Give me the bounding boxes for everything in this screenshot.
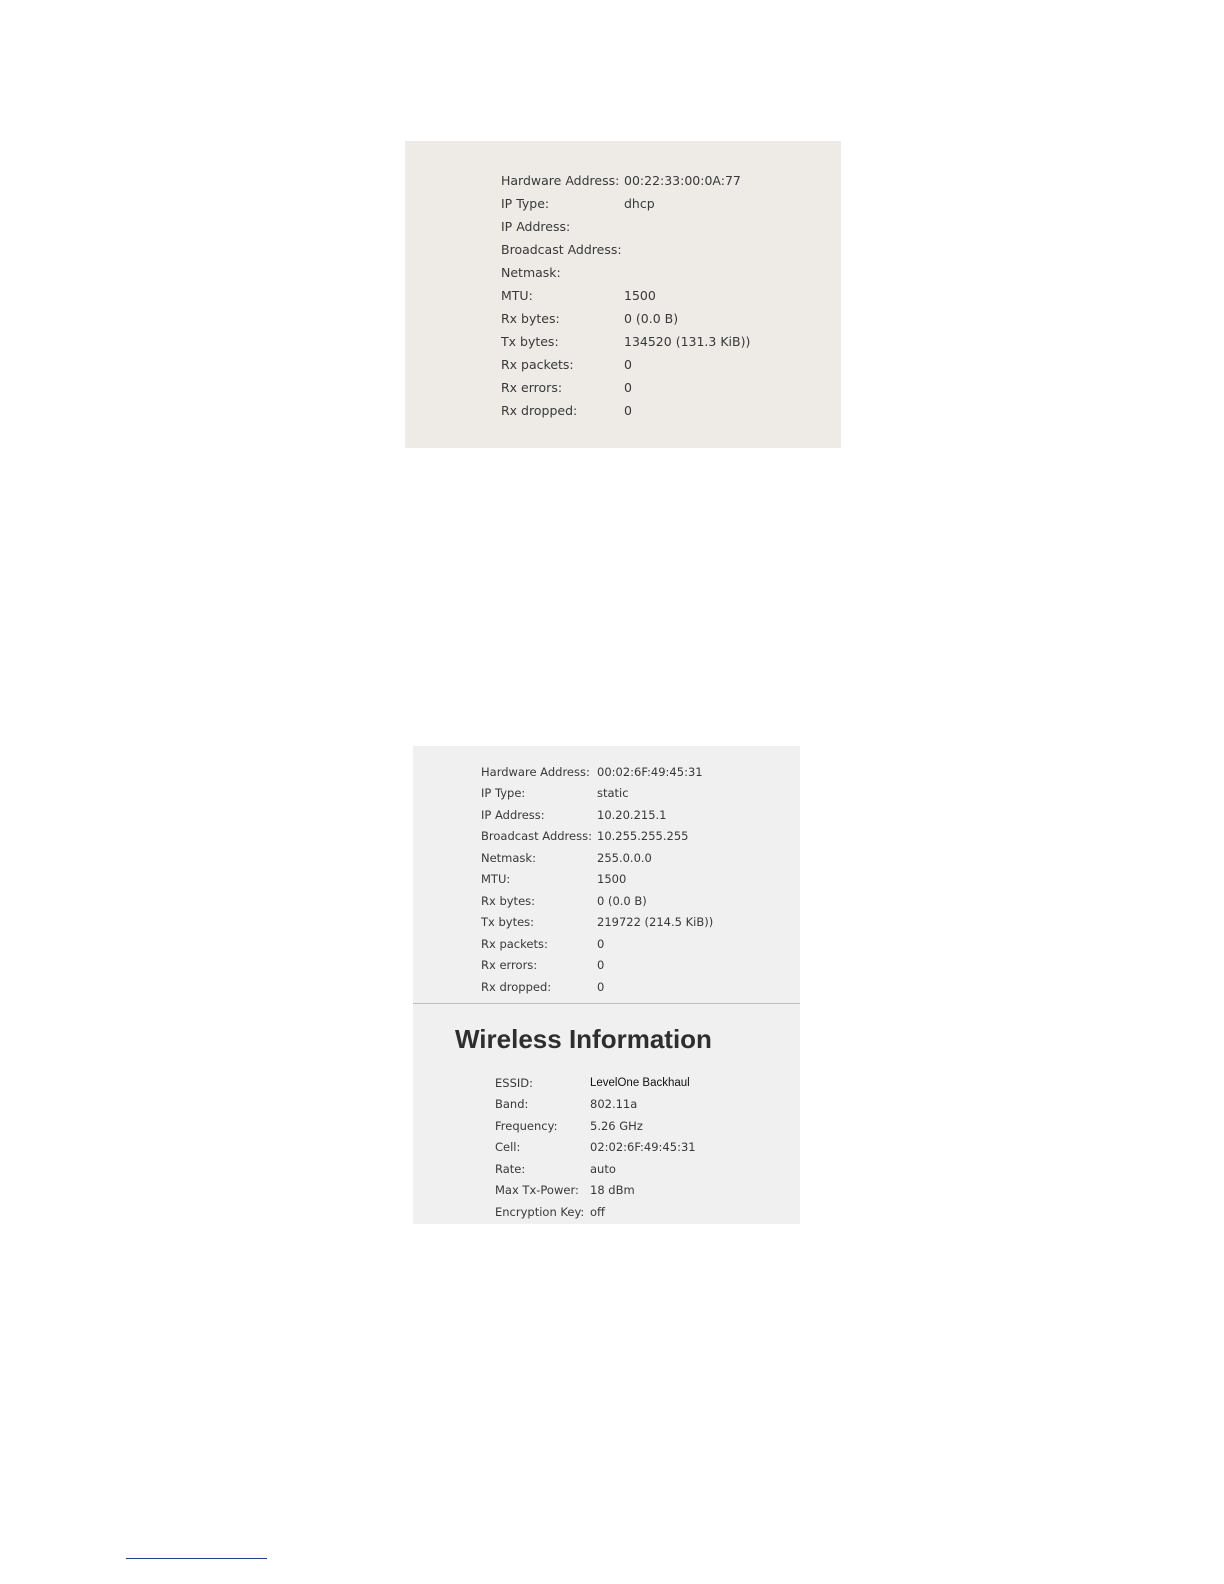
info-label: Rx packets:	[481, 936, 548, 951]
wireless-value: 18 dBm	[590, 1183, 635, 1198]
info-value: 1500	[624, 288, 656, 303]
info-value: 10.255.255.255	[597, 829, 689, 844]
info-label: Netmask:	[501, 265, 561, 280]
info-value: 0	[597, 979, 605, 994]
info-label: IP Address:	[481, 807, 545, 822]
info-value: 0	[597, 936, 605, 951]
info-row-mtu	[501, 284, 750, 307]
info-label: Rx packets:	[501, 357, 574, 372]
info-row-ip-type	[481, 783, 713, 805]
info-label: Rx errors:	[481, 958, 538, 973]
wireless-label: Rate:	[495, 1161, 526, 1176]
info-label: Broadcast Address:	[501, 242, 622, 257]
info-row-rx-packets	[501, 353, 750, 376]
info-value: 0	[597, 958, 605, 973]
interface-status-panel-dhcp	[405, 141, 841, 448]
info-row-rx-bytes	[481, 890, 713, 912]
info-row-rx-dropped	[501, 399, 750, 422]
info-row-rx-errors	[481, 955, 713, 977]
info-value	[624, 238, 750, 261]
info-row-rx-dropped	[481, 976, 713, 998]
wireless-info-table	[495, 1072, 696, 1223]
info-label: MTU:	[481, 872, 511, 887]
info-value: 0	[624, 403, 632, 418]
info-value: 00:22:33:00:0A:77	[624, 173, 741, 188]
info-label: Rx bytes:	[501, 311, 560, 326]
info-value	[624, 261, 750, 284]
info-value: static	[597, 786, 629, 801]
info-value: 219722 (214.5 KiB))	[597, 915, 714, 930]
info-value: dhcp	[624, 196, 655, 211]
info-value: 0 (0.0 B)	[624, 311, 679, 326]
info-value	[624, 215, 750, 238]
info-value: 0	[624, 357, 632, 372]
info-row-rx-packets	[481, 933, 713, 955]
info-value: 10.20.215.1	[597, 807, 667, 822]
info-label: Hardware Address:	[501, 173, 620, 188]
wireless-row-band	[495, 1094, 696, 1116]
wireless-label: Encryption Key:	[495, 1204, 585, 1219]
interface-info-table	[501, 169, 750, 422]
footnote-separator-line	[126, 1558, 267, 1559]
wireless-value: auto	[590, 1161, 616, 1176]
info-row-netmask	[481, 847, 713, 869]
wireless-row-rate	[495, 1158, 696, 1180]
wireless-label: Frequency:	[495, 1118, 558, 1133]
wireless-row-max-tx-power	[495, 1180, 696, 1202]
info-label: IP Type:	[481, 786, 526, 801]
info-label: Rx bytes:	[481, 893, 536, 908]
info-row-hardware-address	[501, 169, 750, 192]
wireless-value: off	[590, 1204, 605, 1219]
wireless-value: 802.11a	[590, 1097, 638, 1112]
info-label: IP Address:	[501, 219, 571, 234]
info-row-mtu	[481, 869, 713, 891]
section-divider	[413, 1003, 800, 1004]
wireless-value: LevelOne Backhaul	[590, 1076, 690, 1089]
info-value: 00:02:6F:49:45:31	[597, 764, 703, 779]
info-value: 1500	[597, 872, 627, 887]
wireless-label: Max Tx-Power:	[495, 1183, 579, 1198]
info-value: 255.0.0.0	[597, 850, 652, 865]
wireless-value: 02:02:6F:49:45:31	[590, 1140, 696, 1155]
wireless-row-encryption-key	[495, 1201, 696, 1223]
info-row-ip-address	[501, 215, 750, 238]
wireless-row-frequency	[495, 1115, 696, 1137]
wireless-label: Cell:	[495, 1140, 521, 1155]
info-value: 0	[624, 380, 632, 395]
info-label: IP Type:	[501, 196, 550, 211]
info-value: 134520 (131.3 KiB))	[624, 334, 751, 349]
info-label: Tx bytes:	[501, 334, 559, 349]
info-row-netmask	[501, 261, 750, 284]
wireless-row-cell	[495, 1137, 696, 1159]
wireless-value: 5.26 GHz	[590, 1118, 643, 1133]
info-row-ip-address	[481, 804, 713, 826]
wireless-section-title: Wireless Information	[455, 1024, 712, 1054]
info-row-broadcast-address	[481, 826, 713, 848]
wireless-label: Band:	[495, 1097, 529, 1112]
info-label: Tx bytes:	[481, 915, 535, 930]
info-row-rx-bytes	[501, 307, 750, 330]
info-row-broadcast-address	[501, 238, 750, 261]
info-label: Broadcast Address:	[481, 829, 592, 844]
info-label: Hardware Address:	[481, 764, 590, 779]
info-row-tx-bytes	[481, 912, 713, 934]
info-value: 0 (0.0 B)	[597, 893, 647, 908]
info-label: Rx dropped:	[481, 979, 552, 994]
info-label: Netmask:	[481, 850, 536, 865]
info-row-hardware-address	[481, 761, 713, 783]
info-row-ip-type	[501, 192, 750, 215]
interface-info-table	[481, 761, 713, 998]
info-label: Rx dropped:	[501, 403, 578, 418]
interface-status-panel-static	[413, 746, 800, 1224]
wireless-label: ESSID:	[495, 1075, 533, 1090]
info-label: Rx errors:	[501, 380, 563, 395]
info-row-tx-bytes	[501, 330, 750, 353]
info-row-rx-errors	[501, 376, 750, 399]
wireless-row-essid	[495, 1072, 696, 1094]
info-label: MTU:	[501, 288, 533, 303]
